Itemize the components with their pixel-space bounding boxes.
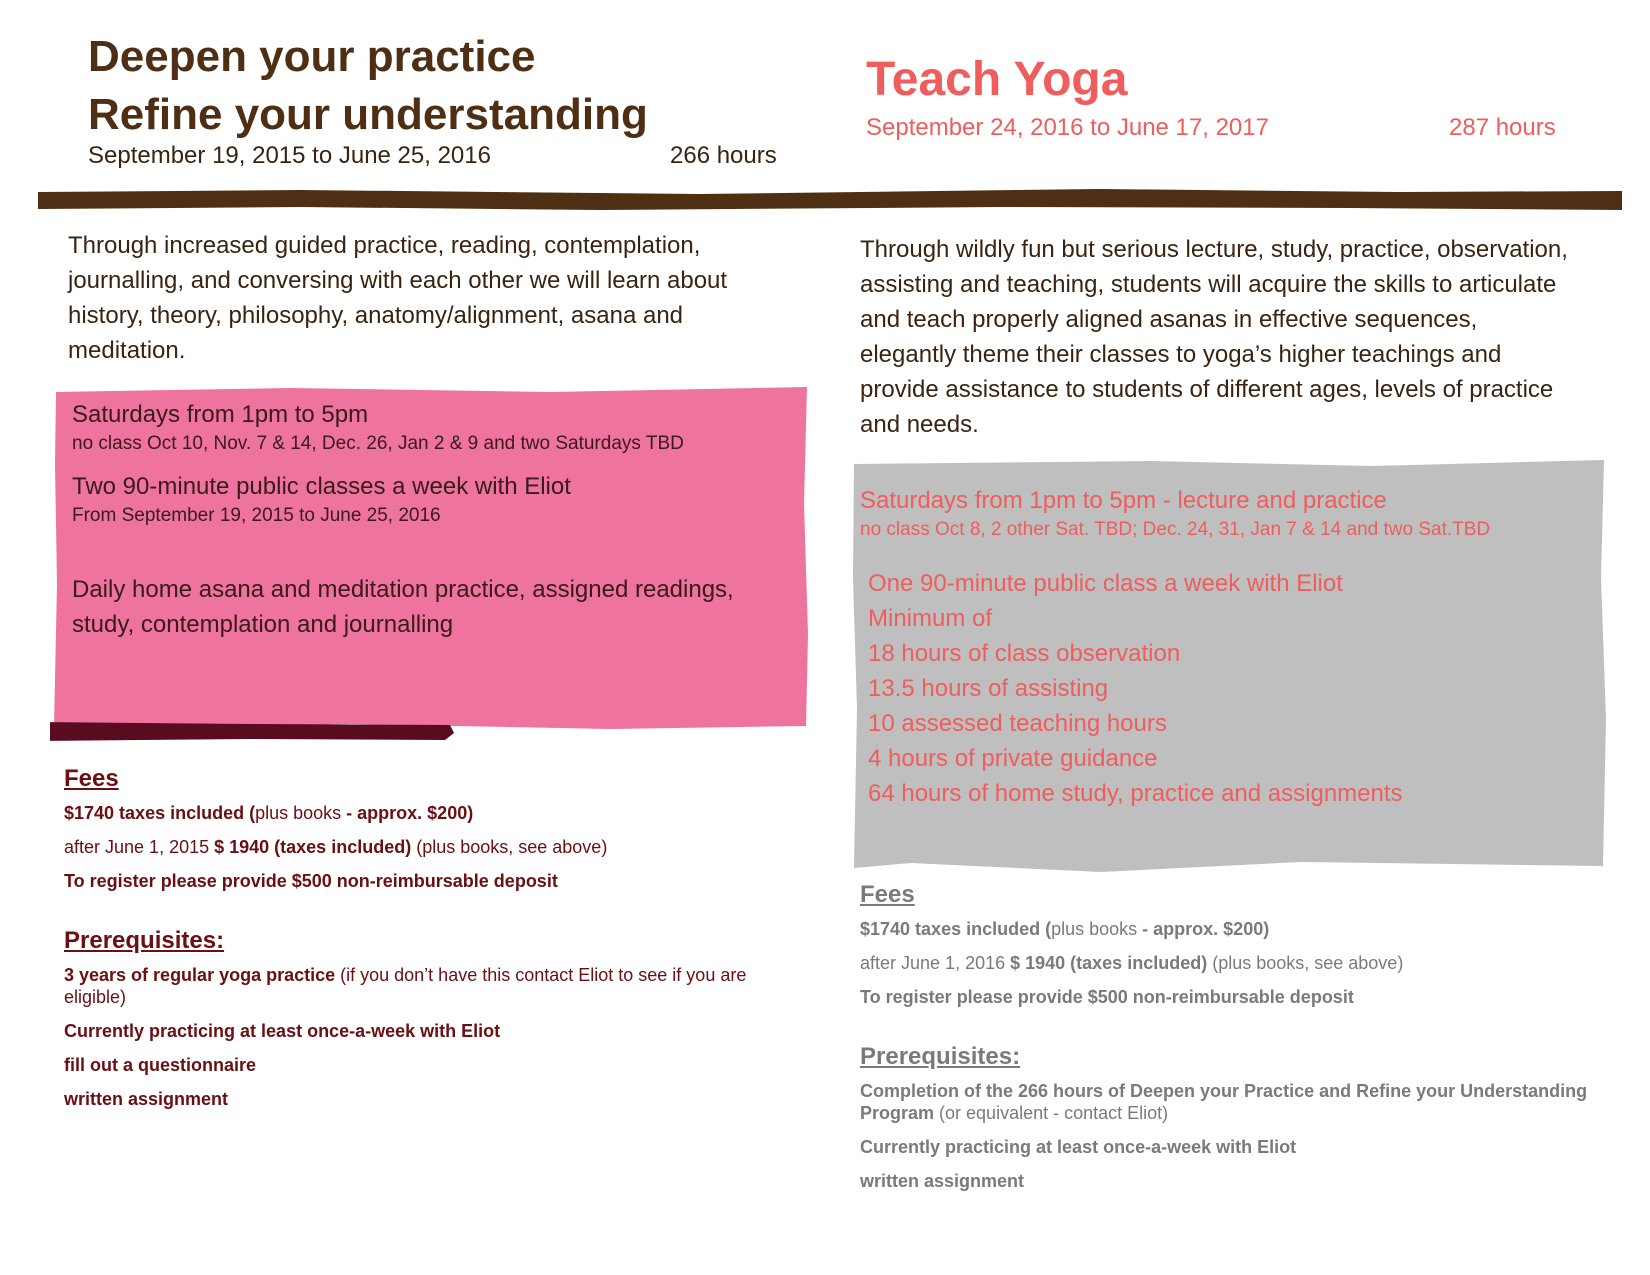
left-schedule-public-dates: From September 19, 2015 to June 25, 2016 [72,505,441,526]
left-program-hours: 266 hours [670,142,777,169]
right-requirement-item: Minimum of [868,605,993,632]
left-prereq-item: fill out a questionnaire [64,1055,257,1075]
right-fee-line-1: $1740 taxes included (plus books - approx. $200) [860,919,1270,939]
left-title-line2: Refine your understanding [88,90,648,139]
right-prereq-item: written assignment [860,1171,1025,1191]
left-fee-deposit: To register please provide $500 non-reimbursable deposit [64,871,558,891]
right-prereq-item: Completion of the 266 hours of Deepen your Practice and Refine your Understanding Program (or equivalent - contact Eliot) [860,1081,1588,1123]
right-schedule-no-class: no class Oct 8, 2 other Sat. TBD; Dec. 24, 31, Jan 7 & 14 and two Sat.TBD [860,519,1491,540]
left-schedule-public-classes: Two 90-minute public classes a week with Eliot [72,473,571,500]
right-requirements-list [860,566,1590,811]
right-requirement-item: 64 hours of home study, practice and assignments [868,780,1403,807]
left-schedule-block [72,400,792,642]
right-requirement-item: 10 assessed teaching hours [868,710,1167,737]
left-fee-line-2: after June 1, 2015 $ 1940 (taxes included) (plus books, see above) [64,837,608,857]
left-schedule-daily: Daily home asana and meditation practice, assigned readings, study, contemplation and journalling [72,576,734,638]
right-requirement-item: 4 hours of private guidance [868,745,1158,772]
right-program-hours: 287 hours [1449,114,1556,141]
right-program-dates: September 24, 2016 to June 17, 2017 [866,114,1269,141]
left-fee-line-1: $1740 taxes included (plus books - approx. $200) [64,803,474,823]
left-prereq-item: written assignment [64,1089,229,1109]
right-requirement-item: 13.5 hours of assisting [868,675,1109,702]
left-program-dates: September 19, 2015 to June 25, 2016 [88,142,491,169]
right-program-title: Teach Yoga [866,53,1128,106]
left-intro-paragraph: Through increased guided practice, reading, contemplation, journalling, and conversing with each other we will learn about history, theory, philosophy, anatomy/alignment, asana and meditation. [68,232,728,364]
left-prereq-item: Currently practicing at least once-a-week with Eliot [64,1021,501,1041]
brown-divider-stroke [0,0,1650,220]
right-schedule-saturdays: Saturdays from 1pm to 5pm - lecture and practice [860,487,1387,514]
left-fees-prereq-section [64,765,804,1122]
right-requirement-item: 18 hours of class observation [868,640,1181,667]
right-fee-deposit: To register please provide $500 non-reimbursable deposit [860,987,1354,1007]
right-intro-paragraph: Through wildly fun but serious lecture, study, practice, observation, assisting and teaching, students will acquire the skills to articulate and teach properly aligned asanas in effective sequences, elegantly theme their classes to yoga’s higher teachings and provide assistance to students of different ages, levels of practice and needs. [860,236,1568,438]
left-fees-heading: Fees [64,765,119,792]
left-title-line1: Deepen your practice [88,32,536,81]
left-prereq-item: 3 years of regular yoga practice (if you don’t have this contact Eliot to see if you are eligible) [64,965,747,1007]
right-requirement-item: One 90-minute public class a week with Eliot [868,570,1343,597]
left-schedule-saturdays: Saturdays from 1pm to 5pm [72,401,369,428]
right-prereq-item: Currently practicing at least once-a-week with Eliot [860,1137,1297,1157]
left-prereq-heading: Prerequisites: [64,927,225,954]
right-fee-line-2: after June 1, 2016 $ 1940 (taxes included) (plus books, see above) [860,953,1404,973]
right-fees-prereq-section [860,881,1600,1204]
right-schedule-block [860,486,1590,811]
right-fees-heading: Fees [860,881,915,908]
left-schedule-no-class: no class Oct 10, Nov. 7 & 14, Dec. 26, Jan 2 & 9 and two Saturdays TBD [72,433,684,454]
right-prereq-heading: Prerequisites: [860,1043,1021,1070]
